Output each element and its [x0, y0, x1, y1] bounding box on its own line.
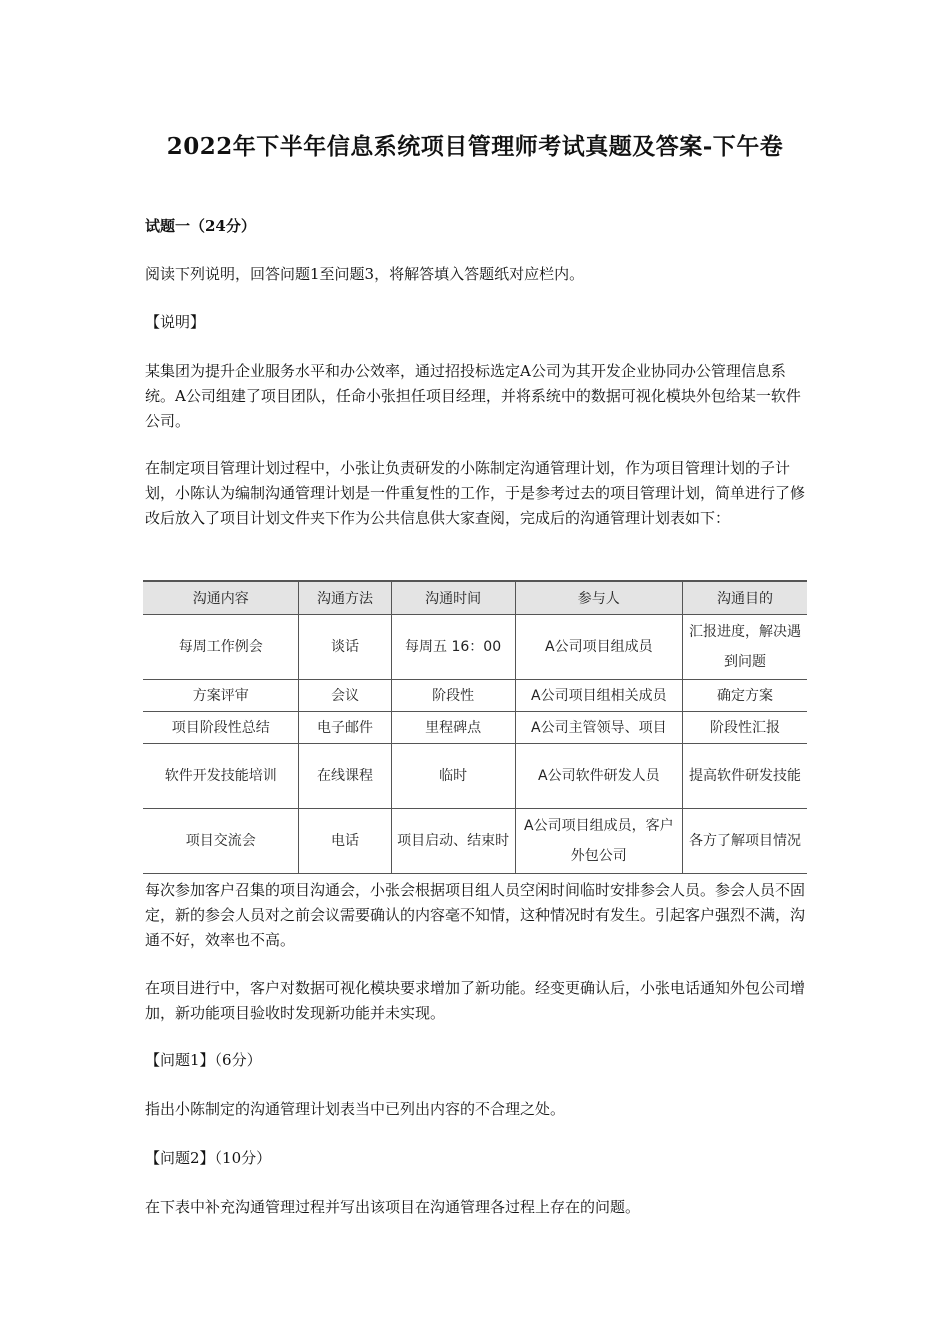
table-cell: 谈话	[299, 615, 391, 680]
question-1-label: 【问题1】（6分）	[145, 1051, 262, 1069]
table-row	[143, 680, 807, 712]
question-1-text: 指出小陈制定的沟通管理计划表当中已列出内容的不合理之处。	[145, 1100, 566, 1118]
table-header-cell: 参与人	[515, 581, 682, 615]
table-cell: 汇报进度，解决遇到问题	[683, 615, 807, 680]
table-cell: 临时	[391, 744, 515, 809]
table-cell: A公司软件研发人员	[515, 744, 682, 809]
table-cell: 各方了解项目情况	[683, 809, 807, 874]
table-cell: 阶段性	[391, 680, 515, 712]
table-cell: A公司项目组成员	[515, 615, 682, 680]
table-cell: 提高软件研发技能	[683, 744, 807, 809]
table-cell: 每周工作例会	[143, 615, 299, 680]
table-header-cell: 沟通内容	[143, 581, 299, 615]
table-cell: A公司项目组相关成员	[515, 680, 682, 712]
question-2-text: 在下表中补充沟通管理过程并写出该项目在沟通管理各过程上存在的问题。	[145, 1198, 641, 1216]
communication-plan-table	[143, 580, 807, 874]
instruction-text: 阅读下列说明，回答问题1至问题3，将解答填入答题纸对应栏内。	[145, 265, 585, 283]
table-cell: 电子邮件	[299, 712, 391, 744]
table-header-cell: 沟通时间	[391, 581, 515, 615]
table-cell: 项目交流会	[143, 809, 299, 874]
question-2-label: 【问题2】（10分）	[145, 1149, 272, 1167]
paragraph-change: 在项目进行中，客户对数据可视化模块要求增加了新功能。经变更确认后，小张电话通知外包公司增加，新功能项目验收时发现新功能并未实现。	[145, 979, 806, 1022]
table-cell: 会议	[299, 680, 391, 712]
table-cell: A公司项目组成员，客户外包公司	[515, 809, 682, 874]
table-cell: 软件开发技能培训	[143, 744, 299, 809]
table-cell: 项目阶段性总结	[143, 712, 299, 744]
page-title: 2022年下半年信息系统项目管理师考试真题及答案-下午卷	[166, 133, 784, 160]
table-row	[143, 712, 807, 744]
table-header-row	[143, 581, 807, 615]
table-cell: 确定方案	[683, 680, 807, 712]
table-row	[143, 615, 807, 680]
table-header-cell: 沟通方法	[299, 581, 391, 615]
paragraph-background: 某集团为提升企业服务水平和办公效率，通过招投标选定A公司为其开发企业协同办公管理信息系统。A公司组建了项目团队，任命小张担任项目经理，并将系统中的数据可视化模块外包给某一软件公司。	[145, 362, 801, 430]
table-cell: 电话	[299, 809, 391, 874]
table-cell: 方案评审	[143, 680, 299, 712]
description-label: 【说明】	[145, 313, 206, 331]
table-cell: 里程碑点	[391, 712, 515, 744]
question-heading: 试题一（24分）	[145, 217, 256, 235]
table-row	[143, 809, 807, 874]
table-cell: 每周五 16：00	[391, 615, 515, 680]
paragraph-meetings: 每次参加客户召集的项目沟通会，小张会根据项目组人员空闲时间临时安排参会人员。参会人员不固定，新的参会人员对之前会议需要确认的内容毫不知情，这种情况时有发生。引起客户强烈不满，沟通不好，效率也不高。	[145, 881, 806, 949]
table-cell: 阶段性汇报	[683, 712, 807, 744]
paragraph-plan: 在制定项目管理计划过程中，小张让负责研发的小陈制定沟通管理计划，作为项目管理计划的子计划，小陈认为编制沟通管理计划是一件重复性的工作，于是参考过去的项目管理计划，简单进行了修改后放入了项目计划文件夹下作为公共信息供大家查阅，完成后的沟通管理计划表如下：	[145, 459, 806, 527]
table-cell: 项目启动、结束时	[391, 809, 515, 874]
table-header-cell: 沟通目的	[683, 581, 807, 615]
table-row	[143, 744, 807, 809]
table-cell: A公司主管领导、项目	[515, 712, 682, 744]
table-cell: 在线课程	[299, 744, 391, 809]
